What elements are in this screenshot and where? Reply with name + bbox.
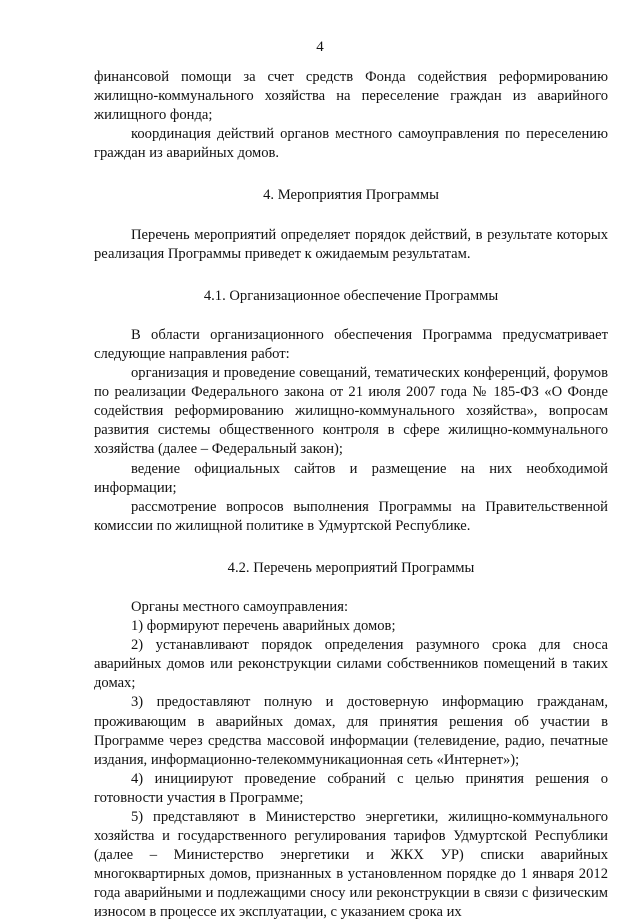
- section-4-1-paragraph-1: В области организационного обеспечения Программа предусматривает следующие направления работ:: [94, 326, 608, 362]
- section-4-2-item-4: 4) инициируют проведение собраний с целью принятия решения о готовности участия в Программе;: [94, 770, 608, 806]
- section-4-heading: 4. Мероприятия Программы: [263, 187, 439, 204]
- page-content: [94, 68, 608, 923]
- section-4-paragraph-1: Перечень мероприятий определяет порядок действий, в результате которых реализация Программы приведет к ожидаемым результатам.: [94, 226, 608, 262]
- section-4-2-item-5: 5) представляют в Министерство энергетики, жилищно-коммунального хозяйства и государственного регулирования тарифов Удмуртской Республики (далее – Министерство энергетики и ЖКХ УР) списки аварийных многоквартирных домов, признанных в установленном порядке до 1 января 2012 года аварийными и подлежащими сносу или реконструкции в связи с физическим износом в процессе их эксплуатации, с указанием срока их: [94, 809, 608, 921]
- section-4-2-item-2: 2) устанавливают порядок определения разумного срока для сноса аварийных домов или реконструкции силами собственников помещений в таких домах;: [94, 637, 608, 692]
- intro-paragraph-2: координация действий органов местного самоуправления по переселению граждан из аварийных домов.: [94, 126, 608, 162]
- section-4-2-paragraph-0: Органы местного самоуправления:: [131, 598, 349, 615]
- intro-paragraph-1: финансовой помощи за счет средств Фонда содействия реформированию жилищно-коммунального хозяйства на переселение граждан из аварийного жилищного фонда;: [94, 69, 608, 124]
- section-4-1-paragraph-2: организация и проведение совещаний, тематических конференций, форумов по реализации Федерального закона от 21 июля 2007 года № 185-ФЗ «О Фонде содействия реформированию жилищно-коммунального хозяйства», вопросам развития системы общественного контроля в сфере жилищно-коммунального хозяйства (далее – Федеральный закон);: [94, 365, 608, 458]
- section-4-2-heading: 4.2. Перечень мероприятий Программы: [227, 559, 475, 576]
- section-4-1-heading: 4.1. Организационное обеспечение Программы: [203, 287, 499, 304]
- section-4-1-paragraph-4: рассмотрение вопросов выполнения Программы на Правительственной комиссии по жилищной политике в Удмуртской Республике.: [94, 498, 608, 534]
- section-4-2-item-3: 3) предоставляют полную и достоверную информацию гражданам, проживающим в аварийных домах, для принятия решения об участии в Программе через средства массовой информации (телевидение, радио, печатные издания, информационно-телекоммуникационная сеть «Интернет»);: [94, 694, 608, 768]
- section-4-2-item-1: 1) формируют перечень аварийных домов;: [131, 618, 396, 635]
- section-4-1-paragraph-3: ведение официальных сайтов и размещение на них необходимой информации;: [94, 460, 608, 496]
- page-number: 4: [316, 39, 324, 55]
